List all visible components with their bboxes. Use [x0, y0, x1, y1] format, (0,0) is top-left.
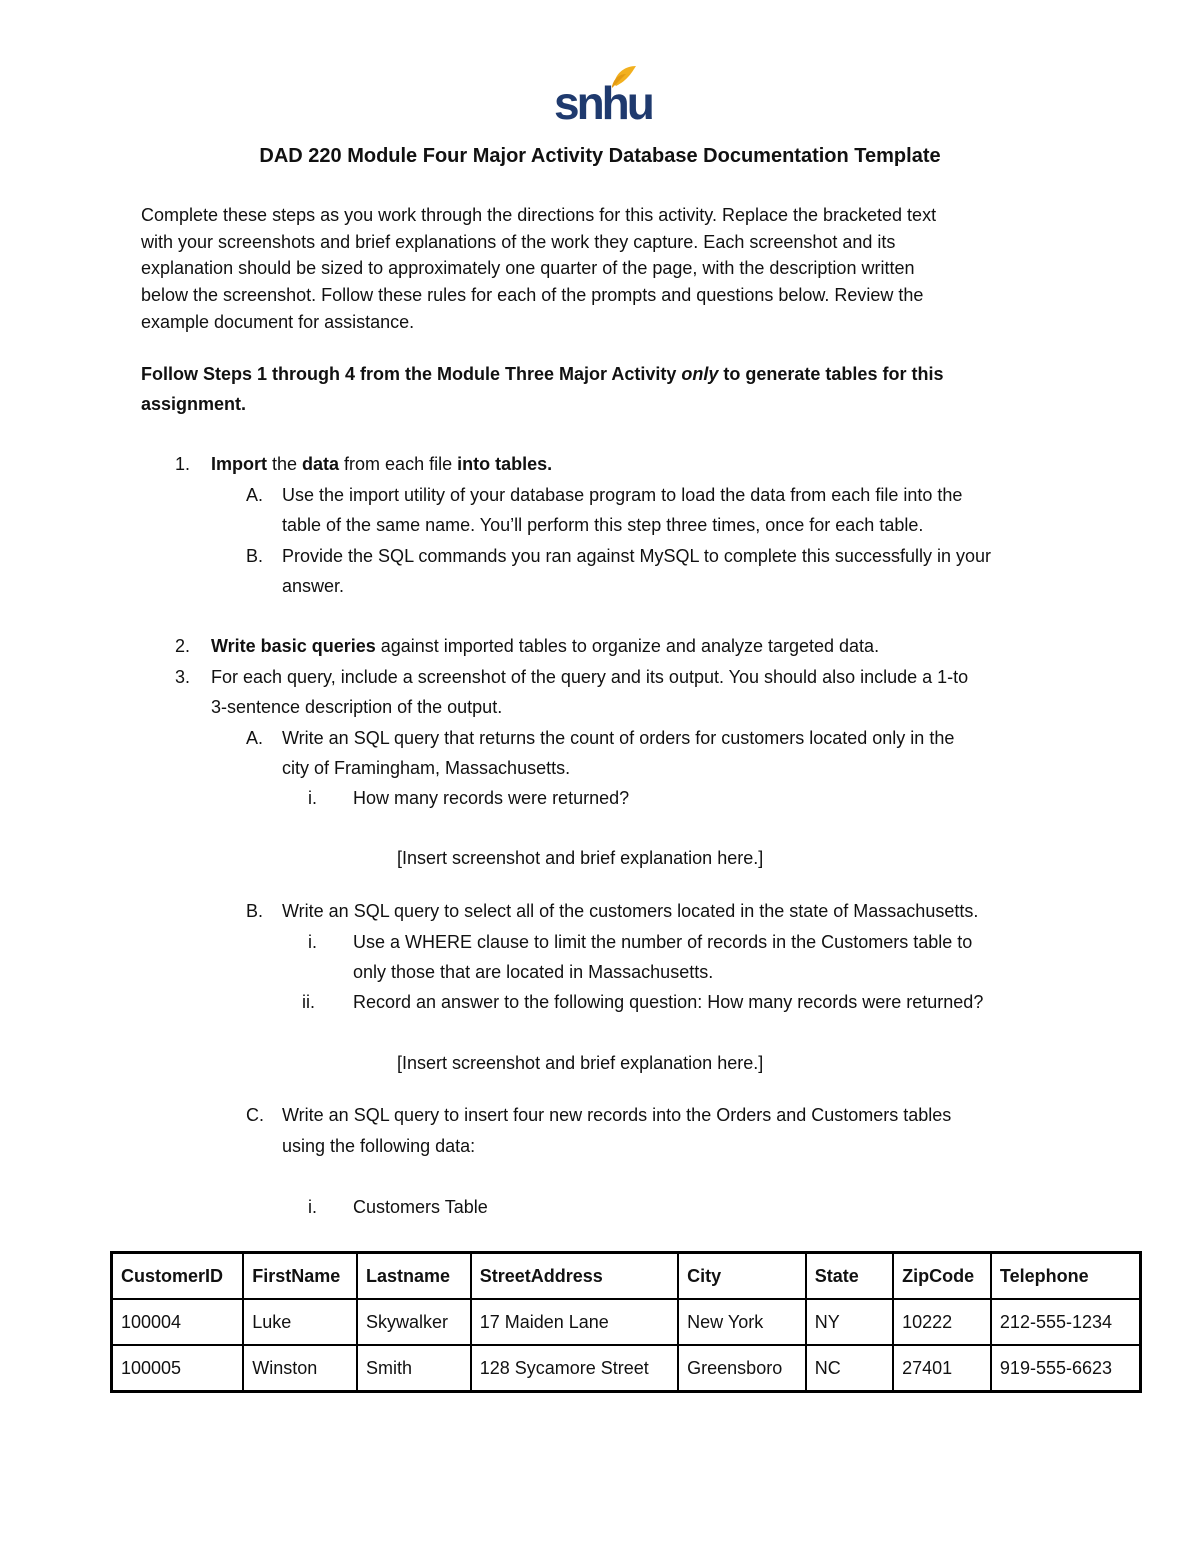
step1-plain: from each file — [339, 454, 458, 474]
step1-b-line: answer. — [282, 576, 345, 596]
intro-line: below the screenshot. Follow these rules for each of the prompts and questions below. Review the — [141, 285, 924, 305]
step1-a-line: table of the same name. You’ll perform this step three times, once for each table. — [282, 515, 924, 535]
table-cell: Smith — [357, 1345, 471, 1392]
intro-line: explanation should be sized to approximately one quarter of the page, with the description written — [141, 258, 915, 278]
step3-a-i-text: How many records were returned? — [353, 788, 630, 808]
step3-a-line: Write an SQL query that returns the count of orders for customers located only in the — [282, 728, 955, 748]
table-cell: Luke — [243, 1299, 357, 1345]
table-row — [112, 1299, 1141, 1345]
table-cell: Skywalker — [357, 1299, 471, 1345]
step3-b-line: Write an SQL query to select all of the customers located in the state of Massachusetts. — [282, 901, 979, 921]
step1-bold-tables: into tables. — [457, 454, 553, 474]
sub-label: B. — [246, 546, 264, 566]
table-header-cell: Lastname — [357, 1253, 471, 1300]
table-cell: 100004 — [112, 1299, 244, 1345]
table-header-cell: FirstName — [243, 1253, 357, 1300]
table-cell: 919-555-6623 — [991, 1345, 1141, 1392]
roman-label: i. — [308, 788, 317, 808]
table-cell: Winston — [243, 1345, 357, 1392]
table-cell: Greensboro — [678, 1345, 806, 1392]
table-cell: NY — [806, 1299, 893, 1345]
step3-line: For each query, include a screenshot of the query and its output. You should also include a 1-to — [211, 667, 969, 687]
step3-c-line: using the following data: — [282, 1136, 476, 1156]
table-header-cell: StreetAddress — [471, 1253, 678, 1300]
step2-plain: against imported tables to organize and analyze targeted data. — [375, 636, 880, 656]
intro-line: Complete these steps as you work through the directions for this activity. Replace the bracketed text — [141, 205, 937, 225]
step1-bold-data: data — [302, 454, 340, 474]
table-header-cell: Telephone — [991, 1253, 1141, 1300]
sub-label: C. — [246, 1105, 264, 1125]
follow-text-b: to generate tables for this — [718, 364, 944, 384]
table-cell: 10222 — [893, 1299, 991, 1345]
step3-c-i-text: Customers Table — [353, 1197, 488, 1217]
table-cell: New York — [678, 1299, 806, 1345]
roman-label: ii. — [302, 992, 315, 1012]
follow-text-a: Follow Steps 1 through 4 from the Module Three Major Activity — [141, 364, 682, 384]
table-cell: 212-555-1234 — [991, 1299, 1141, 1345]
table-row — [112, 1345, 1141, 1392]
intro-line: example document for assistance. — [141, 312, 415, 332]
sub-label: B. — [246, 901, 264, 921]
step1-text — [211, 455, 552, 473]
placeholder-text: [Insert screenshot and brief explanation here.] — [397, 848, 764, 868]
logo-text: snhu — [554, 77, 652, 129]
step3-b-i-line: only those that are located in Massachusetts. — [353, 962, 714, 982]
step2-text — [211, 637, 879, 655]
customers-table — [110, 1251, 1142, 1393]
table-header-cell: City — [678, 1253, 806, 1300]
table-cell: NC — [806, 1345, 893, 1392]
sub-label: A. — [246, 728, 264, 748]
step1-plain: the — [267, 454, 303, 474]
sub-label: A. — [246, 485, 264, 505]
step3-line: 3-sentence description of the output. — [211, 697, 503, 717]
step-number: 3. — [175, 667, 191, 687]
step2-bold: Write basic queries — [211, 636, 376, 656]
step3-b-i-line: Use a WHERE clause to limit the number of records in the Customers table to — [353, 932, 973, 952]
step3-a-line: city of Framingham, Massachusetts. — [282, 758, 571, 778]
roman-label: i. — [308, 1197, 317, 1217]
table-cell: 27401 — [893, 1345, 991, 1392]
step3-c-line: Write an SQL query to insert four new records into the Orders and Customers tables — [282, 1105, 952, 1125]
table-header-row — [112, 1253, 1141, 1300]
follow-emphasis: only — [681, 364, 719, 384]
placeholder-text: [Insert screenshot and brief explanation here.] — [397, 1053, 764, 1073]
roman-label: i. — [308, 932, 317, 952]
table-cell: 128 Sycamore Street — [471, 1345, 678, 1392]
step1-b-line: Provide the SQL commands you ran against MySQL to complete this successfully in your — [282, 546, 991, 566]
step3-b-ii-text: Record an answer to the following question: How many records were returned? — [353, 992, 984, 1012]
step-number: 2. — [175, 636, 191, 656]
page-title: DAD 220 Module Four Major Activity Database Documentation Template — [259, 145, 941, 167]
snhu-logo — [554, 62, 652, 129]
table-cell: 17 Maiden Lane — [471, 1299, 678, 1345]
table-cell: 100005 — [112, 1345, 244, 1392]
step1-bold-import: Import — [211, 454, 267, 474]
intro-line: with your screenshots and brief explanations of the work they capture. Each screenshot and its — [141, 232, 896, 252]
follow-steps-line — [141, 365, 943, 383]
step1-a-line: Use the import utility of your database program to load the data from each file into the — [282, 485, 963, 505]
table-header-cell: CustomerID — [112, 1253, 244, 1300]
follow-steps-line2: assignment. — [141, 394, 247, 414]
step-number: 1. — [175, 454, 191, 474]
table-header-cell: ZipCode — [893, 1253, 991, 1300]
table-header-cell: State — [806, 1253, 893, 1300]
